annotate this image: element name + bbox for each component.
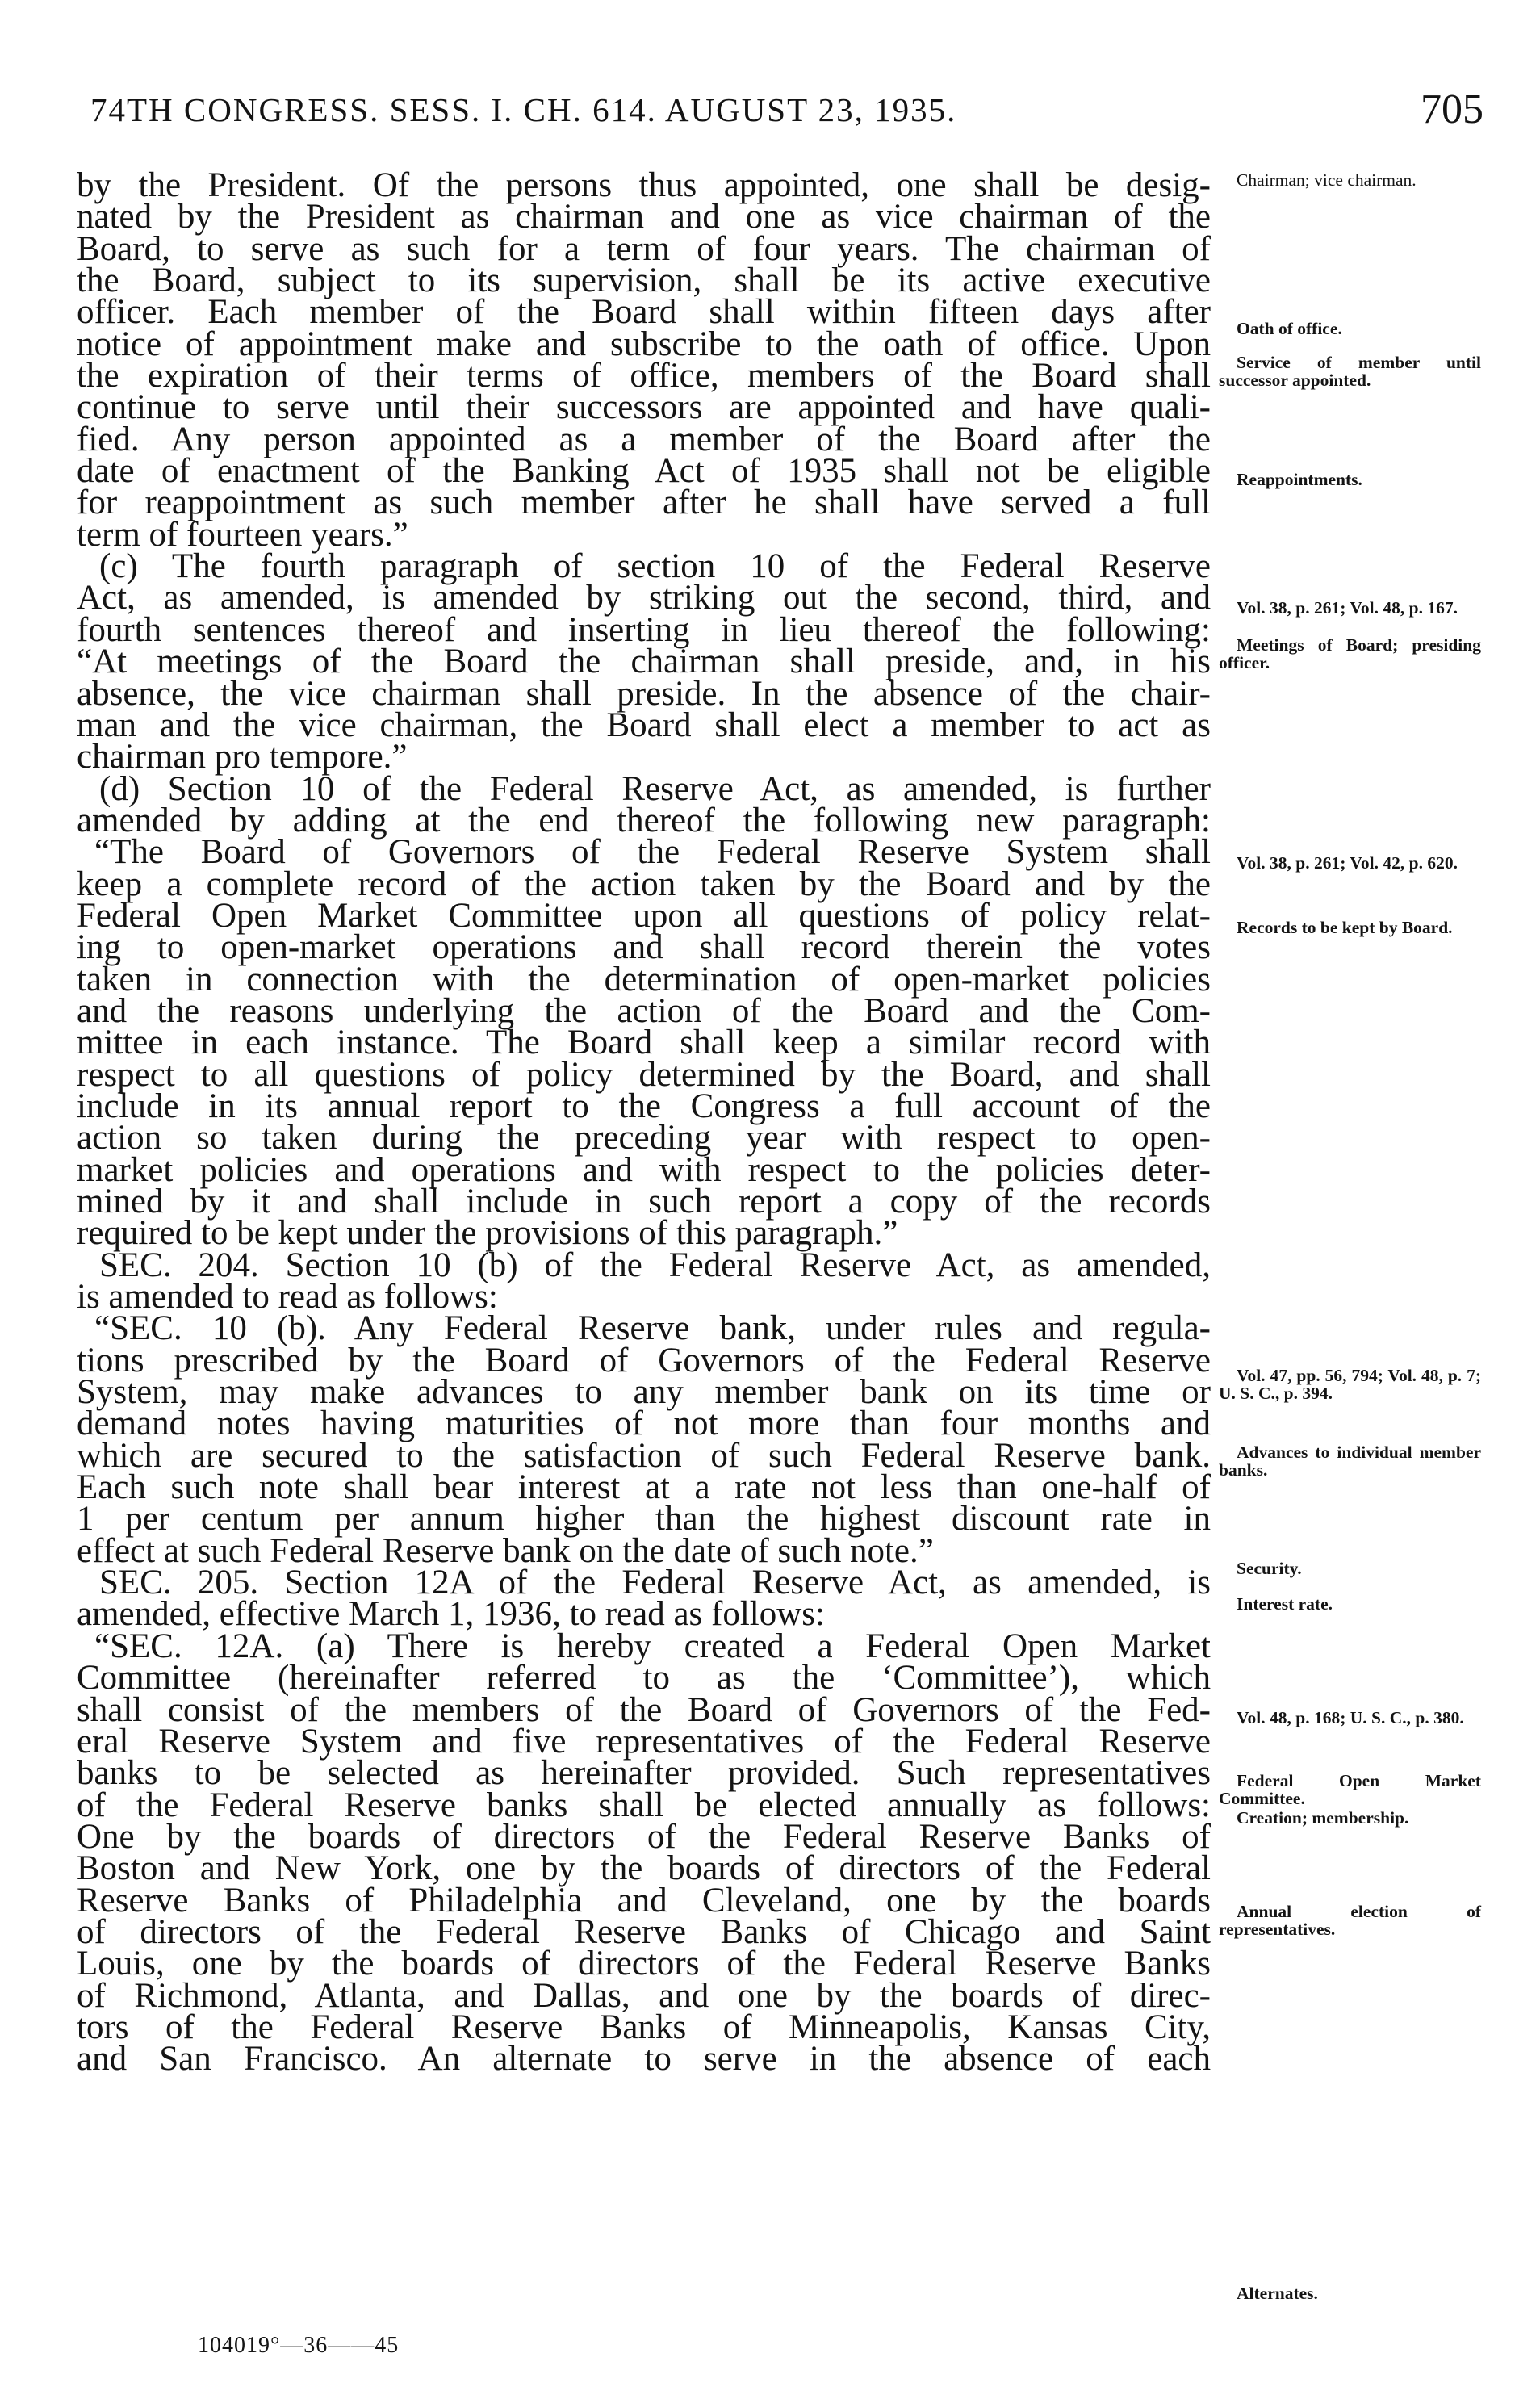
text-line: “The Board of Governors of the Federal Reserve System shall bbox=[94, 833, 1211, 872]
text-line: of directors of the Federal Reserve Banks of Chicago and Saint bbox=[77, 1912, 1211, 1951]
text-line: Each such note shall bear interest at a rate not less than one-half of bbox=[77, 1468, 1211, 1507]
text-line: banks to be selected as hereinafter provided. Such representatives bbox=[77, 1754, 1211, 1793]
text-line: (c) The fourth paragraph of section 10 of the Federal Reserve bbox=[99, 547, 1211, 586]
text-line: nated by the President as chairman and one as vice chairman of the bbox=[77, 198, 1211, 237]
page-number: 705 bbox=[1421, 86, 1484, 132]
text-line: absence, the vice chairman shall preside. In the absence of the chair- bbox=[77, 674, 1211, 713]
margin-note-service: Service of member until successor appointed. bbox=[1219, 353, 1481, 390]
text-line: term of fourteen years.” bbox=[77, 515, 408, 554]
margin-note-interest: Interest rate. bbox=[1237, 1594, 1333, 1614]
text-line: fourth sentences thereof and inserting in lieu thereof the following: bbox=[77, 610, 1211, 649]
text-line: Louis, one by the boards of directors of the Federal Reserve Banks bbox=[77, 1945, 1211, 1983]
margin-note-citation: Vol. 48, p. 168; U. S. C., p. 380. bbox=[1237, 1708, 1464, 1727]
text-line: of Richmond, Atlanta, and Dallas, and one by the boards of direc- bbox=[77, 1976, 1211, 2015]
text-line: eral Reserve System and five representatives of the Federal Reserve bbox=[77, 1722, 1211, 1761]
text-line: include in its annual report to the Congress a full account of the bbox=[77, 1087, 1211, 1125]
text-line: by the President. Of the persons thus appointed, one shall be desig- bbox=[77, 166, 1211, 204]
text-line: Federal Open Market Committee upon all questions of policy relat- bbox=[77, 896, 1211, 935]
text-line: Act, as amended, is amended by striking out the second, third, and bbox=[77, 579, 1211, 618]
text-line: keep a complete record of the action taken by the Board and by the bbox=[77, 865, 1211, 903]
text-line: required to be kept under the provisions of this paragraph.” bbox=[77, 1214, 898, 1253]
text-line: ing to open-market operations and shall record therein the votes bbox=[77, 928, 1211, 967]
text-line: mined by it and shall include in such report a copy of the records bbox=[77, 1183, 1211, 1221]
text-line: market policies and operations and with respect to the policies deter- bbox=[77, 1150, 1211, 1189]
text-line: and San Francisco. An alternate to serve in the absence of each bbox=[77, 2040, 1211, 2079]
margin-note-records: Records to be kept by Board. bbox=[1237, 918, 1453, 937]
margin-note-citation: Vol. 47, pp. 56, 794; Vol. 48, p. 7; U. S. C., p. 394. bbox=[1219, 1366, 1481, 1403]
text-line: “SEC. 12A. (a) There is hereby created a Federal Open Market bbox=[94, 1627, 1211, 1665]
margin-note-reappointments: Reappointments. bbox=[1237, 470, 1362, 489]
margin-note-chairman: Chairman; vice chairman. bbox=[1237, 170, 1417, 190]
text-line: is amended to read as follows: bbox=[77, 1278, 498, 1317]
print-code: 104019°—36——45 bbox=[198, 2333, 400, 2358]
text-line: man and the vice chairman, the Board shall elect a member to act as bbox=[77, 706, 1211, 744]
text-line: fied. Any person appointed as a member of the Board after the bbox=[77, 420, 1211, 458]
text-line: effect at such Federal Reserve bank on the date of such note.” bbox=[77, 1531, 934, 1570]
text-line: respect to all questions of policy determined by the Board, and shall bbox=[77, 1055, 1211, 1094]
running-header bbox=[90, 86, 1484, 139]
text-line: officer. Each member of the Board shall within fifteen days after bbox=[77, 293, 1211, 332]
text-line: of the Federal Reserve banks shall be elected annually as follows: bbox=[77, 1786, 1211, 1824]
text-line: which are secured to the satisfaction of such Federal Reserve bank. bbox=[77, 1436, 1211, 1475]
margin-note-advances: Advances to individual member banks. bbox=[1219, 1442, 1481, 1480]
text-line: Reserve Banks of Philadelphia and Cleveland, one by the boards bbox=[77, 1881, 1211, 1920]
margin-note-security: Security. bbox=[1237, 1559, 1302, 1578]
text-line: amended by adding at the end thereof the following new paragraph: bbox=[77, 801, 1211, 840]
text-line: tors of the Federal Reserve Banks of Minneapolis, Kansas City, bbox=[77, 2008, 1211, 2046]
margin-note-alternates: Alternates. bbox=[1237, 2284, 1318, 2303]
text-line: for reappointment as such member after he shall have served a full bbox=[77, 484, 1211, 522]
text-line: 1 per centum per annum higher than the highest discount rate in bbox=[77, 1500, 1211, 1539]
text-line: Board, to serve as such for a term of four years. The chairman of bbox=[77, 229, 1211, 268]
text-line: SEC. 204. Section 10 (b) of the Federal Reserve Act, as amended, bbox=[99, 1246, 1211, 1284]
text-line: “At meetings of the Board the chairman shall preside, and, in his bbox=[77, 643, 1211, 681]
text-line: amended, effective March 1, 1936, to read as follows: bbox=[77, 1595, 825, 1634]
text-line: taken in connection with the determination of open-market policies bbox=[77, 960, 1211, 999]
margin-note-citation: Vol. 38, p. 261; Vol. 42, p. 620. bbox=[1237, 853, 1458, 873]
text-line: mittee in each instance. The Board shall keep a similar record with bbox=[77, 1024, 1211, 1062]
text-line: action so taken during the preceding year with respect to open- bbox=[77, 1119, 1211, 1158]
text-line: (d) Section 10 of the Federal Reserve Act, as amended, is further bbox=[99, 769, 1211, 808]
text-line: date of enactment of the Banking Act of 1935 shall not be eligible bbox=[77, 452, 1211, 491]
text-line: demand notes having maturities of not more than four months and bbox=[77, 1405, 1211, 1443]
margin-note-meetings: Meetings of Board; presiding officer. bbox=[1219, 635, 1481, 672]
text-line: Committee (hereinafter referred to as the ‘Committee’), which bbox=[77, 1659, 1211, 1698]
text-line: and the reasons underlying the action of the Board and the Com- bbox=[77, 991, 1211, 1030]
text-line: tions prescribed by the Board of Governors of the Federal Reserve bbox=[77, 1341, 1211, 1380]
text-line: chairman pro tempore.” bbox=[77, 738, 408, 777]
margin-note-creation: Creation; membership. bbox=[1237, 1808, 1409, 1828]
running-head-title: 74TH CONGRESS. SESS. I. CH. 614. AUGUST 23, 1935. bbox=[90, 91, 957, 128]
text-line: “SEC. 10 (b). Any Federal Reserve bank, under rules and regula- bbox=[94, 1309, 1211, 1348]
text-line: the expiration of their terms of office, members of the Board shall bbox=[77, 357, 1211, 396]
text-line: shall consist of the members of the Board of Governors of the Fed- bbox=[77, 1690, 1211, 1729]
margin-note-fomc: Federal Open Market Committee. bbox=[1219, 1771, 1481, 1808]
text-line: System, may make advances to any member bank on its time or bbox=[77, 1373, 1211, 1412]
text-line: One by the boards of directors of the Federal Reserve Banks of bbox=[77, 1817, 1211, 1856]
text-line: notice of appointment make and subscribe to the oath of office. Upon bbox=[77, 324, 1211, 363]
margin-note-citation: Vol. 38, p. 261; Vol. 48, p. 167. bbox=[1237, 598, 1458, 618]
margin-note-annual-election: Annual election of representatives. bbox=[1219, 1902, 1481, 1939]
text-line: continue to serve until their successors are appointed and have quali- bbox=[77, 388, 1211, 427]
margin-note-oath: Oath of office. bbox=[1237, 319, 1342, 338]
text-line: SEC. 205. Section 12A of the Federal Reserve Act, as amended, is bbox=[99, 1564, 1211, 1602]
text-line: the Board, subject to its supervision, shall be its active executive bbox=[77, 262, 1211, 300]
main-text-column bbox=[77, 166, 1211, 2079]
text-line: Boston and New York, one by the boards of directors of the Federal bbox=[77, 1849, 1211, 1888]
